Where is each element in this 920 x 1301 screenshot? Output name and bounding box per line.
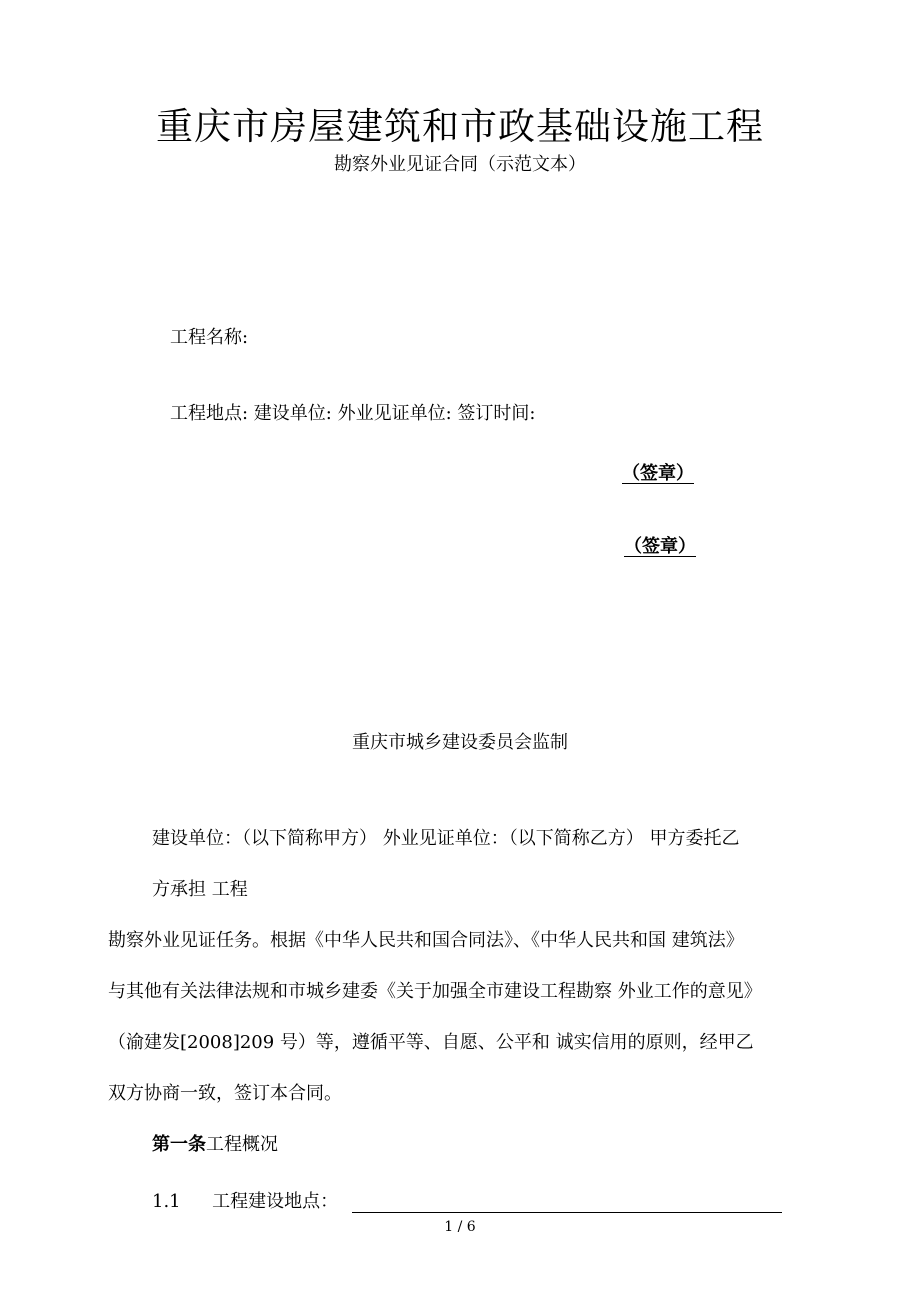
body-line-3: 勘察外业见证任务。根据《中华人民共和国合同法》、《中华人民共和国 建筑法》 [108, 930, 744, 951]
article-1-number: 第一条 [152, 1134, 206, 1155]
document-title: 重庆市房屋建筑和市政基础设施工程 [156, 105, 764, 148]
project-info-line: 工程地点: 建设单位: 外业见证单位: 签订时间: [170, 403, 536, 424]
project-name-label: 工程名称: [170, 327, 249, 348]
body-line-2: 方承担 工程 [152, 879, 248, 900]
page-number: 1 / 6 [444, 1219, 476, 1235]
item-label: 工程建设地点： [212, 1191, 339, 1212]
body-line-5: （渝建发[2008]209 号）等，遵循平等、自愿、公平和 诚实信用的原则，经甲乙 [108, 1032, 754, 1053]
document-subtitle: 勘察外业见证合同（示范文本） [334, 154, 586, 175]
fill-in-blank-line[interactable] [352, 1194, 782, 1213]
body-line-4: 与其他有关法律法规和市城乡建委《关于加强全市建设工程勘察 外业工作的意见》 [108, 981, 762, 1002]
article-1-title: 工程概况 [206, 1134, 278, 1155]
seal-placeholder-1: （签章） [622, 463, 694, 484]
body-line-6: 双方协商一致，签订本合同。 [108, 1083, 342, 1104]
seal-placeholder-2: （签章） [624, 536, 696, 557]
article-1-item-1 [152, 1187, 782, 1213]
article-1-heading [152, 1130, 278, 1156]
item-number: 1.1 [152, 1191, 181, 1212]
body-line-1: 建设单位：（以下简称甲方） 外业见证单位：（以下简称乙方） 甲方委托乙 [152, 828, 740, 849]
supervisor-line: 重庆市城乡建设委员会监制 [352, 732, 568, 753]
